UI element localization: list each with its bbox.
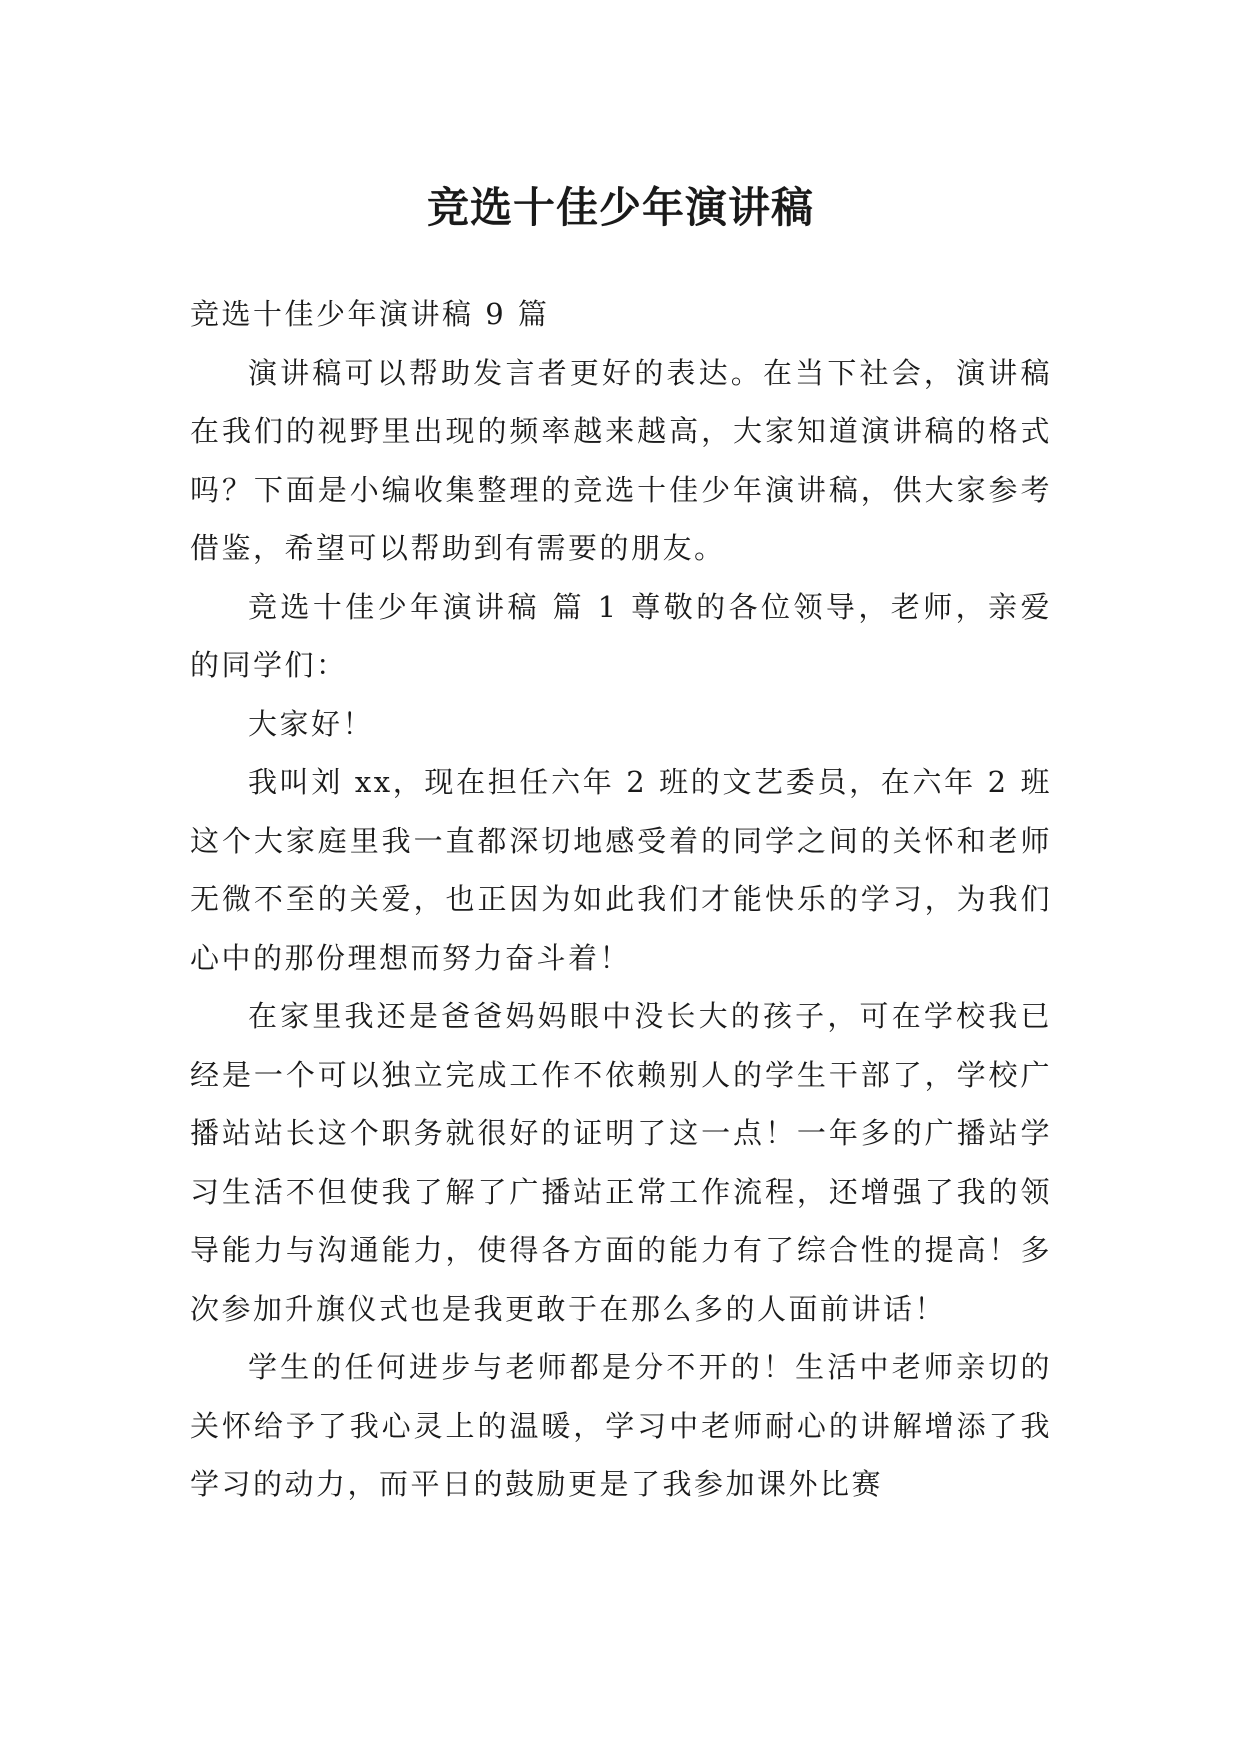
paragraph: 我叫刘 xx，现在担任六年 2 班的文艺委员，在六年 2 班这个大家庭里我一直都深切地感受着的同学之间的关怀和老师无微不至的关爱，也正因为如此我们才能快乐的学习，为我们心中的那份理想而努力奋斗着！ [190, 765, 1052, 975]
document-body [190, 285, 1052, 1514]
paragraph: 演讲稿可以帮助发言者更好的表达。在当下社会，演讲稿在我们的视野里出现的频率越来越高，大家知道演讲稿的格式吗？下面是小编收集整理的竞选十佳少年演讲稿，供大家参考借鉴，希望可以帮助到有需要的朋友。 [190, 355, 1052, 565]
document-subtitle: 竞选十佳少年演讲稿 9 篇 [190, 297, 550, 331]
paragraph: 大家好！ [248, 706, 375, 741]
paragraph: 在家里我还是爸爸妈妈眼中没长大的孩子，可在学校我已经是一个可以独立完成工作不依赖别人的学生干部了，学校广播站站长这个职务就很好的证明了这一点！一年多的广播站学习生活不但使我了解了广播站正常工作流程，还增强了我的领导能力与沟通能力，使得各方面的能力有了综合性的提高！多次参加升旗仪式也是我更敢于在那么多的人面前讲话！ [190, 999, 1052, 1326]
paragraph: 学生的任何进步与老师都是分不开的！生活中老师亲切的关怀给予了我心灵上的温暖，学习中老师耐心的讲解增添了我学习的动力，而平日的鼓励更是了我参加课外比赛 [190, 1350, 1052, 1501]
paragraph: 竞选十佳少年演讲稿 篇 1 尊敬的各位领导，老师，亲爱的同学们： [190, 589, 1052, 682]
document-title: 竞选十佳少年演讲稿 [426, 183, 814, 233]
